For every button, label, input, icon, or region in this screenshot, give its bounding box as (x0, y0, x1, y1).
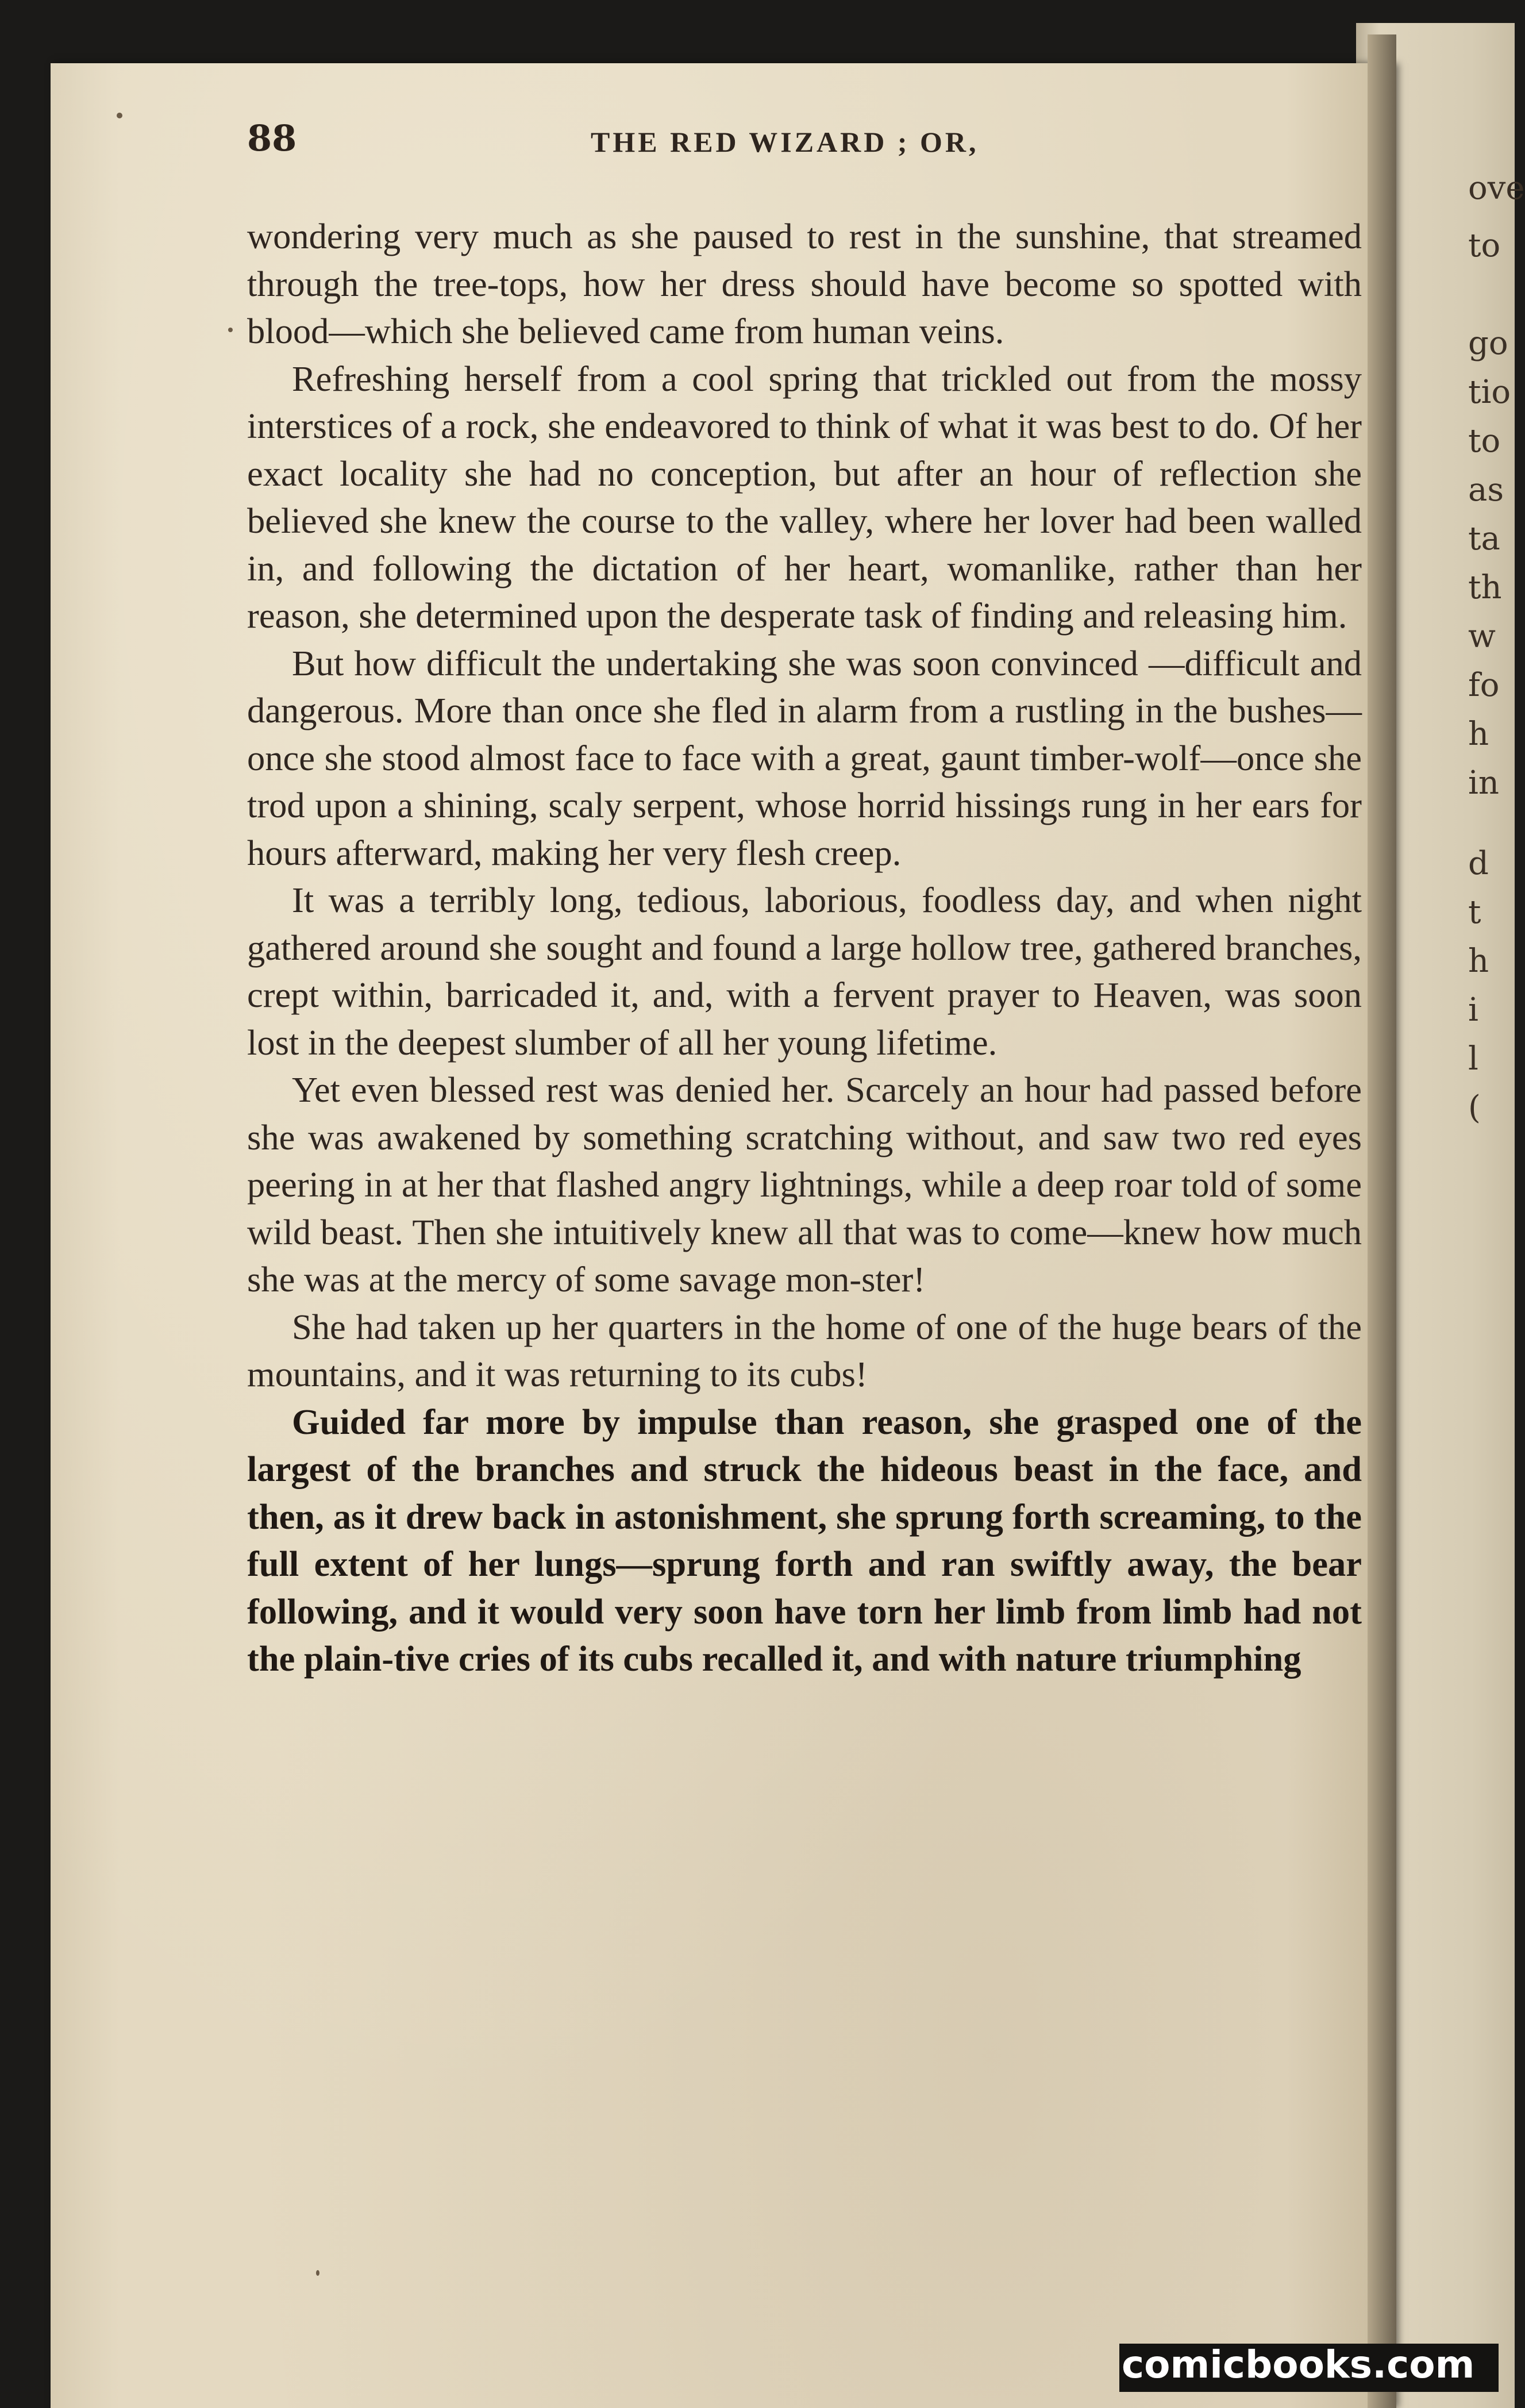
paragraph-continued: wondering very much as she paused to rest in the sunshine, that streamed through the tree-tops, how her dress should have become so spotted with blood—which she believed came from human veins. (247, 216, 1362, 351)
adjacent-page-fragment: l (1468, 1040, 1478, 1078)
adjacent-page-fragment: th (1468, 569, 1502, 606)
page-number: 88 (247, 117, 297, 159)
adjacent-page-fragment: h (1468, 716, 1489, 753)
ink-speck (228, 328, 233, 332)
paragraph: Guided far more by impulse than reason, she grasped one of the largest of the branches and struck the hideous beast in the face, and then, as it drew back in astonishment, she sprung forth screaming, to the full extent of her lungs—sprung forth and ran swiftly away, the bear following, and it would very soon have torn her limb from limb had not the plain-tive cries of its cubs recalled it, and with nature triumphing (247, 1401, 1362, 1679)
paragraph: But how difficult the undertaking she was soon convinced —difficult and dangerous. More than once she fled in alarm from a rustling in the bushes—once she stood almost face to face with a great, gaunt timber-wolf—once she trod upon a shining, scaly serpent, whose horrid hissings rung in her ears for hours afterward, making her very flesh creep. (247, 643, 1362, 873)
watermark: comicbooks.com (1122, 2342, 1475, 2387)
paragraph: She had taken up her quarters in the home of one of the huge bears of the mountains, and it was returning to its cubs! (247, 1306, 1362, 1394)
adjacent-page-fragment: w (1468, 618, 1496, 655)
page-gutter-fold (1368, 34, 1396, 2408)
adjacent-page-fragment: d (1468, 845, 1489, 882)
adjacent-page-fragment: to (1468, 227, 1501, 264)
adjacent-page-fragment: fo (1468, 667, 1500, 704)
adjacent-page-fragment: ove (1468, 170, 1525, 207)
running-head-title: THE RED WIZARD ; OR, (591, 126, 979, 158)
adjacent-page-fragment: in (1468, 764, 1499, 802)
adjacent-page-fragment: i (1468, 991, 1478, 1029)
adjacent-page-fragment: h (1468, 943, 1489, 980)
adjacent-page-fragment: t (1468, 894, 1481, 931)
paragraph: Yet even blessed rest was denied her. Scarcely an hour had passed before she was awakened by something scratching without, and saw two red eyes peering in at her that flashed angry lightnings, while a deep roar told of some wild beast. Then she intuitively knew all that was to come—knew how much she was at the mercy of some savage mon-ster! (247, 1070, 1362, 1299)
paragraph: Refreshing herself from a cool spring that trickled out from the mossy interstices of a rock, she endeavored to think of what it was best to do. Of her exact locality she had no conception, but after an hour of reflection she believed she knew the course to the valley, where her lover had been walled in, and following the dictation of her heart, womanlike, rather than her reason, she determined upon the desperate task of finding and releasing him. (247, 358, 1362, 636)
ink-speck (316, 2270, 319, 2276)
adjacent-page-fragment: tio (1468, 374, 1511, 411)
body-text (247, 213, 1362, 1683)
paragraph: It was a terribly long, tedious, laborious, foodless day, and when night gathered around she sought and found a large hollow tree, gathered branches, crept within, barricaded it, and, with a fervent prayer to Heaven, was soon lost in the deepest slumber of all her young lifetime. (247, 880, 1362, 1063)
adjacent-page-fragment: to (1468, 422, 1501, 460)
ink-speck (117, 113, 122, 118)
adjacent-page-fragment: ( (1468, 1089, 1481, 1126)
adjacent-page-fragment: go (1468, 325, 1508, 362)
adjacent-page-fragment: as (1468, 471, 1504, 509)
adjacent-page-fragment: ta (1468, 520, 1500, 557)
